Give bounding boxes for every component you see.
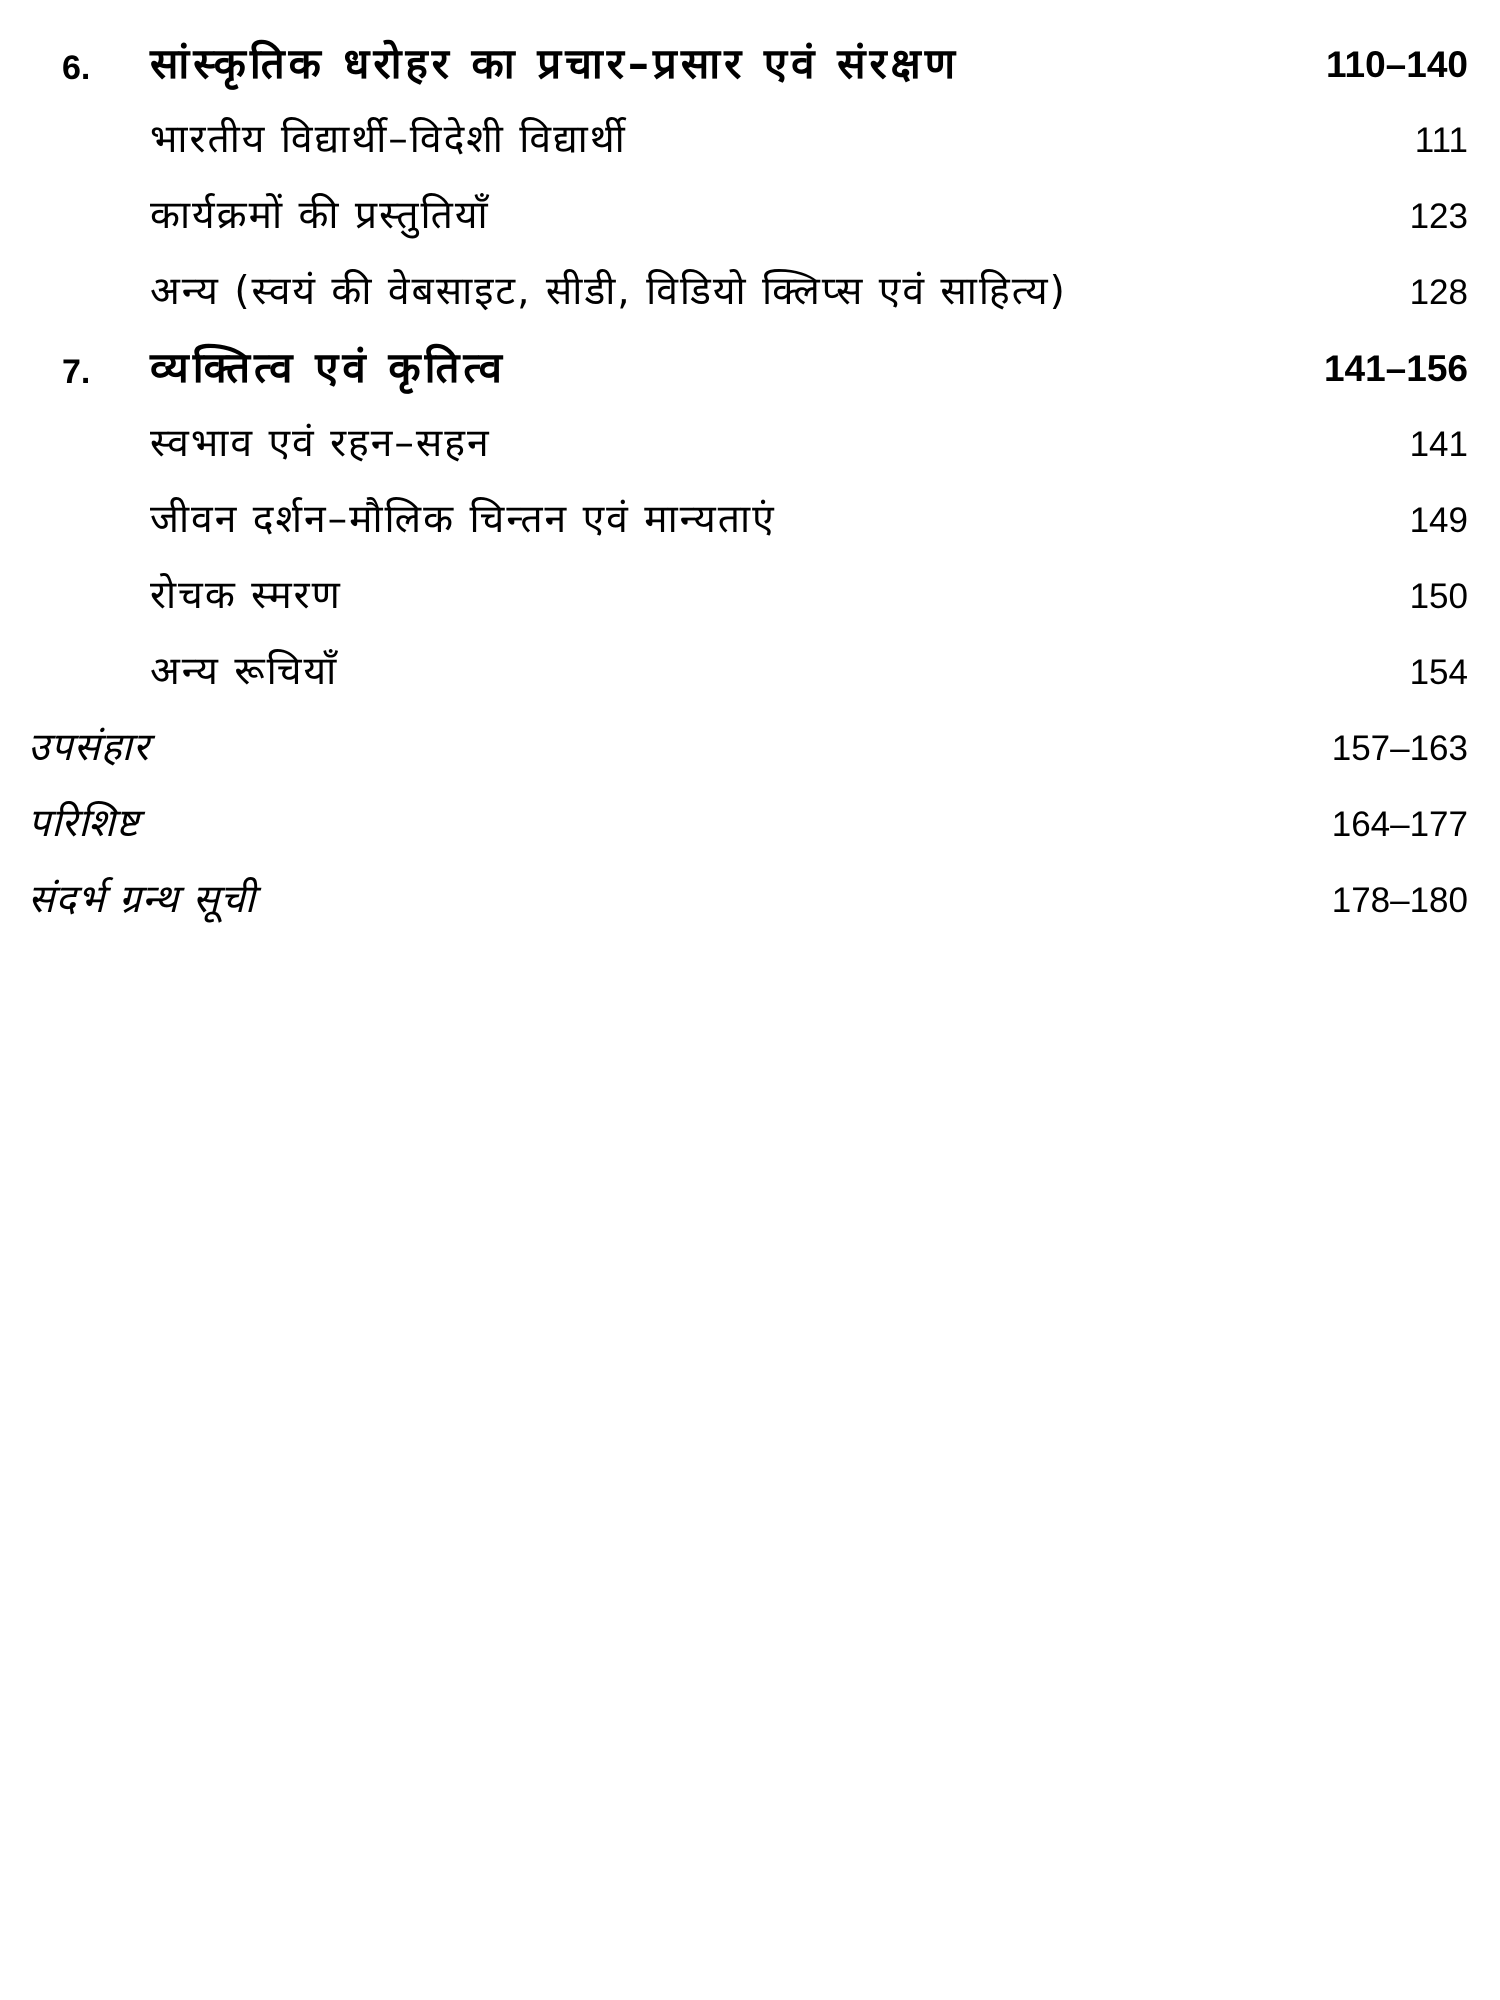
entry-title: अन्य (स्वयं की वेबसाइट, सीडी, विडियो क्लिप्स एवं साहित्य) — [150, 269, 1067, 314]
entry-title: रोचक स्मरण — [150, 573, 342, 618]
chapter-title: सांस्कृतिक धरोहर का प्रचार–प्रसार एवं संरक्षण — [150, 39, 960, 88]
chapter-number: 6. — [62, 49, 91, 87]
toc-back-matter-appendix — [0, 788, 1500, 864]
entry-page: 149 — [1409, 501, 1468, 540]
entry-title: संदर्भ ग्रन्थ सूची — [28, 877, 256, 922]
toc-entry — [0, 104, 1500, 180]
entry-title: अन्य रूचियाँ — [150, 649, 339, 694]
entry-title: उपसंहार — [28, 725, 150, 770]
entry-title: परिशिष्ट — [28, 801, 140, 846]
toc-entry — [0, 636, 1500, 712]
toc-entry — [0, 560, 1500, 636]
toc-chapter-7 — [0, 332, 1500, 408]
toc-entry — [0, 408, 1500, 484]
entry-title: स्वभाव एवं रहन–सहन — [150, 421, 491, 466]
entry-page-range: 178–180 — [1331, 881, 1468, 920]
entry-page: 141 — [1409, 425, 1468, 464]
chapter-page-range: 141–156 — [1323, 348, 1468, 389]
entry-page-range: 157–163 — [1331, 729, 1468, 768]
toc-entry — [0, 256, 1500, 332]
chapter-number: 7. — [62, 353, 91, 391]
entry-title: जीवन दर्शन–मौलिक चिन्तन एवं मान्यताएं — [150, 497, 776, 542]
chapter-title: व्यक्तित्व एवं कृतित्व — [150, 343, 506, 392]
table-of-contents — [0, 28, 1500, 940]
toc-back-matter-bibliography — [0, 864, 1500, 940]
entry-page: 123 — [1409, 197, 1468, 236]
toc-entry — [0, 484, 1500, 560]
chapter-page-range: 110–140 — [1325, 44, 1468, 85]
entry-page: 150 — [1409, 577, 1468, 616]
entry-page: 111 — [1414, 121, 1468, 160]
entry-page-range: 164–177 — [1331, 805, 1468, 844]
entry-page: 128 — [1409, 273, 1468, 312]
toc-chapter-6 — [0, 28, 1500, 104]
entry-title: भारतीय विद्यार्थी–विदेशी विद्यार्थी — [150, 117, 627, 162]
toc-entry — [0, 180, 1500, 256]
toc-back-matter-conclusion — [0, 712, 1500, 788]
entry-page: 154 — [1409, 653, 1468, 692]
entry-title: कार्यक्रमों की प्रस्तुतियाँ — [150, 193, 490, 238]
